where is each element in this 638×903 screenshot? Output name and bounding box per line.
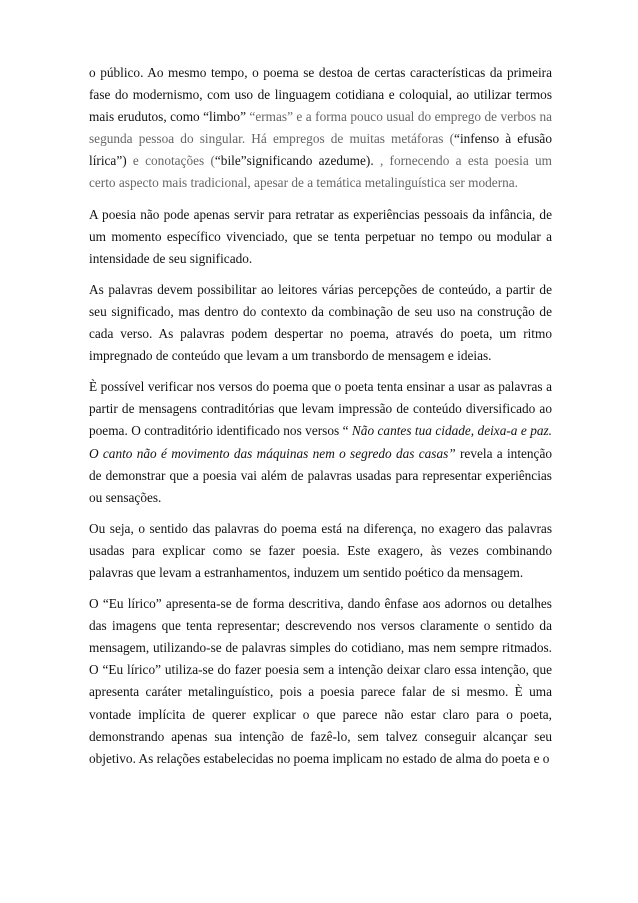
- paragraph-3: As palavras devem possibilitar ao leitores várias percepções de conteúdo, a partir de seu significado, mas dentro do contexto da combinação de seu uso na construção de cada verso. As palavras podem despertar no poema, através do poeta, um ritmo impregnado de conteúdo que levam a um transbordo de mensagem e ideias.: [89, 281, 552, 364]
- paragraph-4-text-a: È possível verificar nos versos do poema que o poeta tenta ensinar a usar as palavras a partir de mensagens contraditórias que levam impressão de conteúdo diversificado ao poema. O contraditório identificado nos versos “: [89, 379, 552, 439]
- poem-quote: Não cantes tua cidade, deixa-a e paz. O canto não é movimento das máquinas nem o segredo das casas”: [89, 423, 552, 461]
- paragraph-1-text-c: “infenso à efusão lírica”): [89, 131, 552, 169]
- paragraph-6: O “Eu lírico” apresenta-se de forma descritiva, dando ênfase aos adornos ou detalhes das imagens que tenta representar; descrevendo nos versos claramente o sentido da mensagem, utilizando-se de palavras simples do cotidiano, mas nem sempre ritmados. O “Eu lírico” utiliza-se do fazer poesia sem a intenção deixar claro essa intenção, que apresenta caráter metalinguístico, pois a poesia parece falar de si mesmo. È uma vontade implícita de querer explicar o que parece não estar claro para o poeta, demonstrando apenas sua intenção de fazê-lo, sem talvez conseguir alcançar seu objetivo. As relações estabelecidas no poema implicam no estado de alma do poeta e o: [89, 596, 552, 766]
- paragraph-1-text-a: o público. Ao mesmo tempo, o poema se destoa de certas características da primeira fase do modernismo, com uso de linguagem cotidiana e coloquial, ao utilizar termos mais erudutos, como “limbo”: [89, 65, 552, 125]
- paragraph-1: [89, 62, 552, 195]
- paragraph-5: Ou seja, o sentido das palavras do poema está na diferença, no exagero das palavras usadas para explicar como se fazer poesia. Este exagero, às vezes combinando palavras que levam a estranhamentos, induzem um sentido poético da mensagem.: [89, 520, 552, 580]
- paragraph-1-text-b: “ermas” e a forma pouco usual do emprego de verbos na segunda pessoa do singular. Há empregos de muitas metáforas (: [89, 109, 552, 147]
- paragraph-2: A poesia não pode apenas servir para retratar as experiências pessoais da infância, de um momento específico vivenciado, que se tenta perpetuar no tempo ou modular a intensidade de seu significado.: [89, 206, 552, 266]
- paragraph-4-text-b: revela a intenção de demonstrar que a poesia vai além de palavras usadas para representar experiências ou sensações.: [89, 445, 553, 505]
- paragraph-1-text-f: , fornecendo a esta poesia um certo aspecto mais tradicional, apesar de a temática metalinguística ser moderna.: [89, 153, 553, 191]
- paragraph-1-text-d: e conotações (: [126, 153, 215, 169]
- paragraph-4: [89, 376, 552, 509]
- paragraph-1-text-e: “bile”significando azedume).: [214, 153, 374, 169]
